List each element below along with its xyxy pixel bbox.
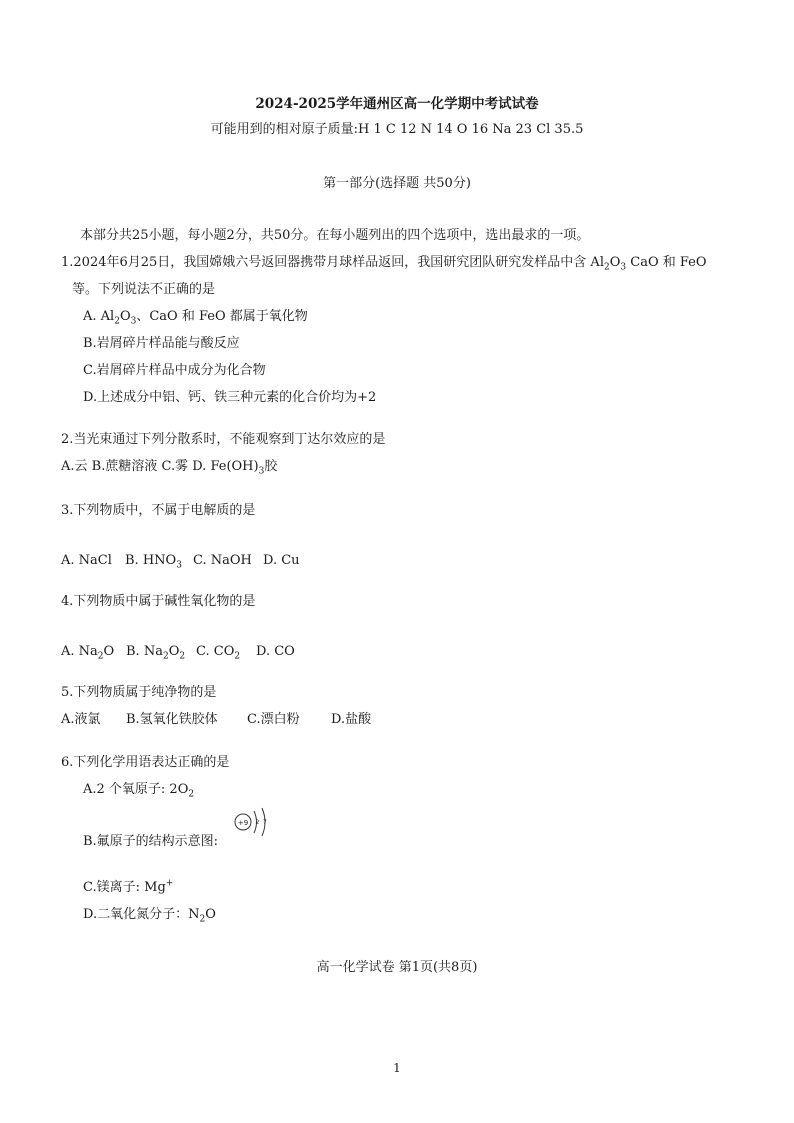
q1-option-a: A. $Al_2O_3$、CaO 和 FeO 都属于氧化物 xyxy=(83,309,308,327)
section-instructions: 本部分共25小题，每小题2分，共50分。在每小题列出的四个选项中，选出最求的一项。 xyxy=(80,228,590,243)
section-heading: 第一部分(选择题 共50分) xyxy=(323,176,471,191)
diagram-shell2-label: 7 xyxy=(263,819,267,826)
q6-option-b: B.氟原子的结构示意图: xyxy=(83,834,219,849)
q6-option-d: D.二氧化氮分子：$N_2O$ xyxy=(83,907,216,925)
q3-option-c: C. NaOH xyxy=(193,553,252,568)
q4-stem: 4.下列物质中属于碱性氧化物的是 xyxy=(61,594,256,609)
q5-option-b: B.氢氧化铁胶体 xyxy=(126,712,218,727)
page-number: 1 xyxy=(393,1061,401,1075)
q6-option-c: C.镁离子: Mg+ xyxy=(83,878,174,895)
fluorine-atom-diagram xyxy=(232,805,270,839)
page-footer-label: 高一化学试卷 第1页(共8页) xyxy=(316,960,478,975)
q6-stem: 6.下列化学用语表达正确的是 xyxy=(61,755,230,770)
q1-stem-line1: 1.2024年6月25日，我国嫦娥六号返回器携带月球样品返回，我国研究团队研究发样品中含 $Al_2O_3$ CaO 和 FeO xyxy=(61,255,707,273)
q5-stem: 5.下列物质属于纯净物的是 xyxy=(61,685,217,700)
q3-option-d: D. Cu xyxy=(263,553,300,568)
q1-stem-line2: 等。下列说法不正确的是 xyxy=(72,282,216,297)
q2-options: A.云 B.蔗糖溶液 C.雾 D. $Fe(OH)_3$胶 xyxy=(61,459,278,477)
q5-option-a: A.液氯 xyxy=(61,712,101,727)
exam-title: 2024-2025学年通州区高一化学期中考试试卷 xyxy=(255,96,539,112)
q5-option-c: C.漂白粉 xyxy=(247,712,300,727)
q3-stem: 3.下列物质中，不属于电解质的是 xyxy=(61,503,256,518)
q1-option-c: C.岩屑碎片样品中成分为化合物 xyxy=(83,363,266,378)
diagram-shell1-label: 2 xyxy=(255,819,260,826)
q4-option-c: C. $CO_2$ xyxy=(196,644,241,662)
q2-stem: 2.当光束通过下列分散系时，不能观察到丁达尔效应的是 xyxy=(61,432,386,447)
q4-option-b: B. $Na_2O_2$ xyxy=(126,644,186,662)
q5-option-d: D.盐酸 xyxy=(331,712,372,727)
q3-option-b: B. $HNO_3$ xyxy=(125,553,182,571)
diagram-nucleus-label: +9 xyxy=(237,819,249,827)
q1-option-b: B.岩屑碎片样品能与酸反应 xyxy=(83,336,240,351)
q3-option-a: A. NaCl xyxy=(61,553,112,568)
q4-option-a: A. $Na_2O$ xyxy=(61,644,115,662)
q6-option-a: A.2 个氧原子: $2O_2$ xyxy=(83,782,195,800)
atomic-masses-line: 可能用到的相对原子质量:H 1 C 12 N 14 O 16 Na 23 Cl 35.5 xyxy=(210,122,584,137)
q4-option-d: D. CO xyxy=(256,644,295,659)
q1-option-d: D.上述成分中铝、钙、铁三种元素的化合价均为+2 xyxy=(83,390,377,405)
